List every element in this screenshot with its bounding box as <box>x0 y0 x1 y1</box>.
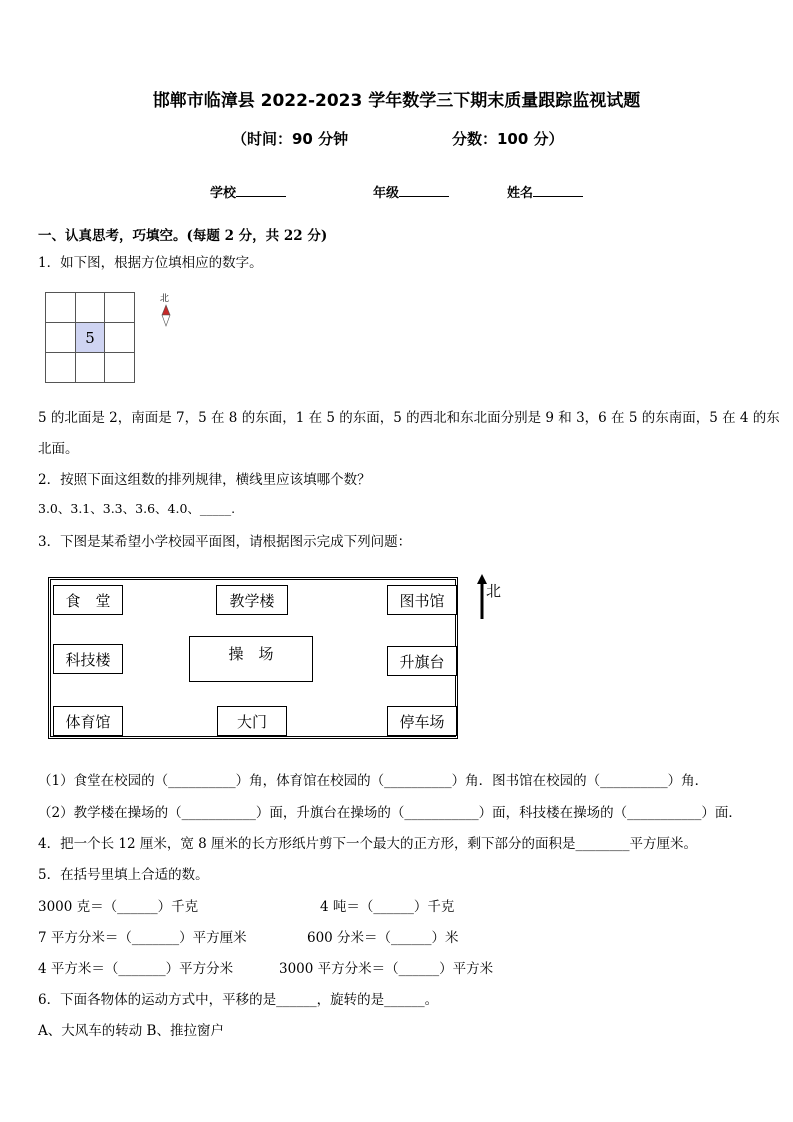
exam-time: （时间：90 分钟 <box>232 130 349 148</box>
question-3-sub2: （2）教学楼在操场的（___________）面，升旗台在操场的（___________）面，科技楼在操场的（___________）面． <box>38 805 742 821</box>
map-gate: 大门 <box>217 706 287 736</box>
name-field[interactable] <box>507 182 583 201</box>
map-playground: 操 场 <box>189 636 313 682</box>
name-blank[interactable] <box>533 184 583 197</box>
question-3: 3．下图是某希望小学校园平面图，请根据图示完成下列问题： <box>38 534 412 550</box>
grid-cell[interactable] <box>105 353 135 383</box>
map-parking: 停车场 <box>387 706 457 736</box>
map-library: 图书馆 <box>387 585 457 615</box>
question-3-sub1: （1）食堂在校园的（__________）角，体育馆在校园的（__________）角．图书馆在校园的（__________）角． <box>38 773 709 789</box>
grid-cell[interactable] <box>105 323 135 353</box>
question-2: 2．按照下面这组数的排列规律，横线里应该填哪个数？ <box>38 472 371 488</box>
map-canteen: 食 堂 <box>53 585 123 615</box>
question-5-row1-left: 3000 克＝（______）千克 <box>38 899 199 915</box>
direction-grid <box>45 292 135 383</box>
grid-cell[interactable] <box>46 293 76 323</box>
page-title: 邯郸市临漳县 2022-2023 学年数学三下期末质量跟踪监视试题 <box>152 91 641 111</box>
question-1: 1．如下图，根据方位填相应的数字。 <box>38 255 263 271</box>
school-label: 学校 <box>210 186 237 201</box>
question-6: 6．下面各物体的运动方式中，平移的是______，旋转的是______。 <box>38 992 439 1008</box>
grade-label: 年级 <box>373 186 400 201</box>
question-6-options: A、大风车的转动 B、推拉窗户 <box>38 1023 224 1039</box>
grade-blank[interactable] <box>399 184 449 197</box>
question-4: 4．把一个长 12 厘米，宽 8 厘米的长方形纸片剪下一个最大的正方形，剩下部分的面积是________平方厘米。 <box>38 836 698 852</box>
section-heading: 一、认真思考，巧填空。(每题 2 分，共 22 分) <box>38 228 328 244</box>
question-1-desc-line1: 5 的北面是 2，南面是 7，5 在 8 的东面，1 在 5 的东面，5 的西北和东北面分别是 9 和 3，6 在 5 的东南面，5 在 4 的东 <box>38 410 780 426</box>
question-5-row2-right: 600 分米＝（______）米 <box>307 930 459 946</box>
grid-cell[interactable] <box>46 353 76 383</box>
question-2-sequence: 3.0、3.1、3.3、3.6、4.0、_____. <box>38 501 236 516</box>
compass-north-label: 北 <box>160 294 170 304</box>
question-5-row3-left: 4 平方米＝（_______）平方分米 <box>38 961 234 977</box>
grid-cell[interactable] <box>75 353 105 383</box>
school-blank[interactable] <box>236 184 286 197</box>
campus-map <box>48 577 458 739</box>
map-science-building: 科技楼 <box>53 644 123 674</box>
map-gym: 体育馆 <box>53 706 123 736</box>
map-teaching-building: 教学楼 <box>216 585 288 615</box>
question-5-row1-right: 4 吨＝（______）千克 <box>320 899 455 915</box>
grade-field[interactable] <box>373 182 449 201</box>
grid-cell[interactable] <box>75 293 105 323</box>
map-flag-platform: 升旗台 <box>387 646 457 676</box>
map-north-label: 北 <box>486 582 502 600</box>
question-5-row2-left: 7 平方分米＝（_______）平方厘米 <box>38 930 247 946</box>
grid-cell[interactable] <box>46 323 76 353</box>
grid-center-cell: 5 <box>75 323 105 353</box>
question-5: 5．在括号里填上合适的数。 <box>38 867 209 883</box>
question-5-row3-right: 3000 平方分米＝（______）平方米 <box>279 961 494 977</box>
school-field[interactable] <box>210 182 286 201</box>
question-1-desc-line2: 北面。 <box>38 441 79 457</box>
compass-icon <box>159 304 173 328</box>
name-label: 姓名 <box>507 186 534 201</box>
grid-cell[interactable] <box>105 293 135 323</box>
exam-score: 分数：100 分） <box>452 130 564 148</box>
